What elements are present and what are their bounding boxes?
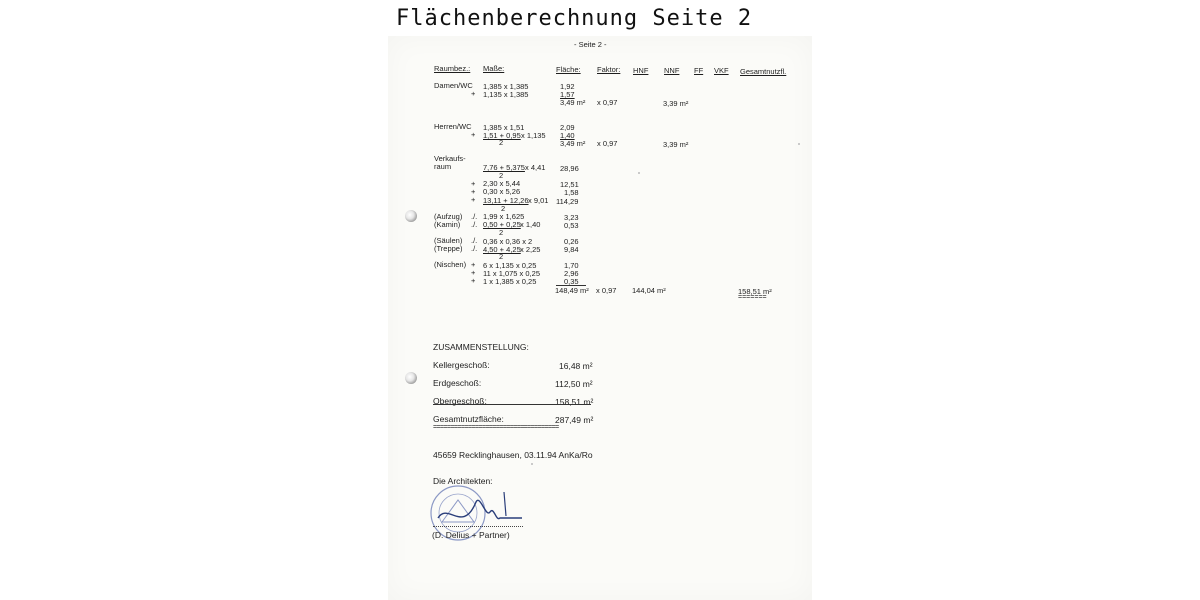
- header-masse: Maße:: [483, 64, 505, 73]
- room-factor: x 0,97: [597, 139, 618, 148]
- room-sum: 148,49 m²: [555, 286, 589, 295]
- calc-value: 28,96: [560, 164, 579, 173]
- calc-line: 1,385 x 1,385: [483, 82, 529, 91]
- room-nnf: 3,39 m²: [663, 140, 689, 149]
- divisor: 2: [501, 204, 506, 213]
- calc-line: x 1,135: [521, 131, 546, 140]
- calc-value: 1,92: [560, 82, 575, 91]
- divisor: 2: [499, 252, 504, 261]
- summary-label: Obergeschoß:: [433, 396, 487, 406]
- calc-line: x 1,40: [520, 220, 541, 229]
- calc-value: 9,84: [564, 245, 579, 254]
- header-ff: FF: [694, 66, 704, 75]
- summary-double-underline: ====================================: [433, 424, 559, 431]
- summary-label: Gesamtnutzfläche:: [433, 414, 504, 424]
- place-date: 45659 Recklinghausen, 03.11.94 AnKa/Ro: [433, 450, 593, 460]
- summary-value: 158,51 m²: [555, 397, 594, 407]
- summary-rule: [433, 404, 591, 405]
- room-note: (Kamin): [434, 220, 461, 229]
- operator: +: [471, 179, 476, 188]
- calc-line: 1,99 x 1,625: [483, 212, 525, 221]
- calc-line: x 2,25: [520, 245, 541, 254]
- calc-value: 0,35: [564, 277, 579, 286]
- calc-value: 2,96: [564, 269, 579, 278]
- room-note: (Nischen): [434, 260, 467, 269]
- operator: ./.: [471, 220, 478, 229]
- operator: +: [471, 130, 476, 139]
- calc-line: 0,50 + 0,25: [483, 220, 521, 229]
- room-note: (Treppe): [434, 244, 463, 253]
- room-hnf: 144,04 m²: [632, 286, 666, 295]
- calc-line: 13,11 + 12,26: [483, 196, 529, 205]
- divisor: 2: [499, 228, 504, 237]
- calc-line: 0,36 x 0,36 x 2: [483, 237, 533, 246]
- divisor: 2: [499, 171, 504, 180]
- summary-value: 16,48 m²: [559, 361, 593, 371]
- scan-speck: [638, 172, 640, 174]
- calc-value: 1,57: [560, 90, 575, 99]
- operator: +: [471, 260, 476, 269]
- room-label: raum: [434, 162, 452, 171]
- calc-value: 1,70: [564, 261, 579, 270]
- calc-value: 0,53: [564, 221, 579, 230]
- calc-line: 6 x 1,135 x 0,25: [483, 261, 537, 270]
- header-hnf: HNF: [633, 66, 649, 75]
- total-double-underline: =======: [738, 294, 767, 301]
- operator: +: [471, 195, 476, 204]
- calc-value: 1,40: [560, 131, 575, 140]
- punch-hole: [405, 372, 417, 384]
- operator: ./.: [471, 244, 478, 253]
- calc-line: 1 x 1,385 x 0,25: [483, 277, 537, 286]
- summary-value: 112,50 m²: [555, 379, 593, 389]
- operator: +: [471, 268, 476, 277]
- signature-name: (D. Delius + Partner): [432, 530, 510, 540]
- header-faktor: Faktor:: [597, 65, 621, 74]
- calc-line: 1,385 x 1,51: [483, 123, 525, 132]
- operator: ./.: [471, 212, 478, 221]
- divisor: 2: [499, 138, 504, 147]
- header-gesamt: Gesamtnutzfl.: [740, 67, 787, 76]
- summary-value: 287,49 m²: [555, 415, 594, 425]
- summary-label: Erdgeschoß:: [433, 378, 482, 388]
- calc-line: 1,51 + 0,95: [483, 131, 521, 140]
- architects-label: Die Architekten:: [433, 476, 493, 486]
- header-nnf: NNF: [664, 66, 680, 75]
- room-factor: x 0,97: [597, 98, 618, 107]
- signature-line: [433, 526, 523, 527]
- room-sum: 3,49 m²: [560, 98, 586, 107]
- punch-hole: [405, 210, 417, 222]
- document-sheet: [388, 36, 812, 600]
- calc-line: 1,135 x 1,385: [483, 90, 529, 99]
- calc-value: 12,51: [560, 180, 579, 189]
- calc-value: 3,23: [564, 213, 579, 222]
- room-factor: x 0,97: [596, 286, 617, 295]
- summary-heading: ZUSAMMENSTELLUNG:: [433, 342, 529, 352]
- calc-line: x 4,41: [525, 163, 546, 172]
- calc-value: 1,58: [564, 188, 579, 197]
- calc-line: 4,50 + 4,25: [483, 245, 521, 254]
- room-label: Damen/WC: [434, 81, 473, 90]
- page-title: Flächenberechnung Seite 2: [396, 6, 753, 31]
- calc-value: 0,26: [564, 237, 579, 246]
- operator: ./.: [471, 236, 478, 245]
- header-raumbez: Raumbez.:: [434, 64, 471, 73]
- calc-line: 0,30 x 5,26: [483, 187, 521, 196]
- room-note: (Aufzug): [434, 212, 463, 221]
- room-sum: 3,49 m²: [560, 139, 586, 148]
- summary-label: Kellergeschoß:: [433, 360, 490, 370]
- scan-speck: [798, 143, 800, 145]
- calc-line: 7,76 + 5,375: [483, 163, 525, 172]
- room-note: (Säulen): [434, 236, 463, 245]
- operator: +: [471, 187, 476, 196]
- room-label: Verkaufs-: [434, 154, 466, 163]
- calc-line: 2,30 x 5,44: [483, 179, 521, 188]
- scan-speck: [531, 463, 533, 465]
- page-marker: - Seite 2 -: [574, 40, 607, 49]
- total-gesamt: 158,51 m²: [738, 287, 772, 296]
- calc-line: 11 x 1,075 x 0,25: [483, 269, 540, 278]
- calc-value: 2,09: [560, 123, 575, 132]
- header-flaeche: Fläche:: [556, 65, 581, 74]
- header-vkf: VKF: [714, 66, 729, 75]
- calc-value: 114,29: [556, 197, 579, 206]
- operator: +: [471, 276, 476, 285]
- calc-line: x 9,01: [528, 196, 549, 205]
- room-label: Herren/WC: [434, 122, 472, 131]
- operator: +: [471, 89, 476, 98]
- room-nnf: 3,39 m²: [663, 99, 689, 108]
